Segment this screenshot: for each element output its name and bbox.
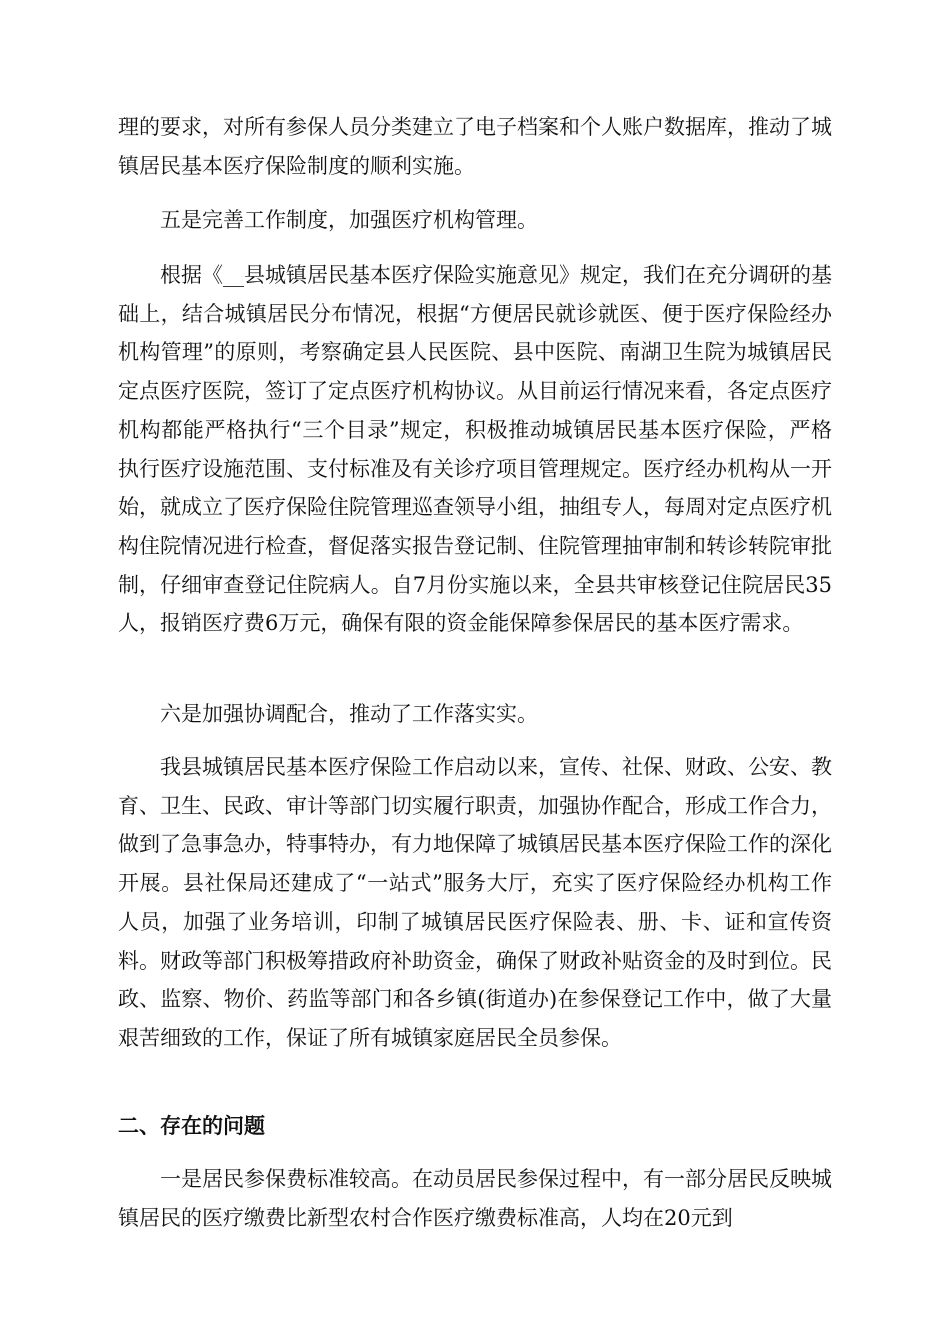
paragraph-point-five-body: 根据《__县城镇居民基本医疗保险实施意见》规定，我们在充分调研的基础上，结合城镇居民分布情况，根据“方便居民就诊就医、便于医疗保险经办机构管理”的原则，考察确定县人民医院、县中医院、南湖卫生院为城镇居民定点医疗医院，签订了定点医疗机构协议。从目前运行情况来看，各定点医疗机构都能严格执行“三个目录”规定，积极推动城镇居民基本医疗保险，严格执行医疗设施范围、支付标准及有关诊疗项目管理规定。医疗经办机构从一开始，就成立了医疗保险住院管理巡查领导小组，抽组专人，每周对定点医疗机构住院情况进行检查，督促落实报告登记制、住院管理抽审制和转诊转院审批制，仔细审查登记住院病人。自7月份实施以来，全县共审核登记住院居民35人，报销医疗费6万元，确保有限的资金能保障参保居民的基本医疗需求。 [118, 263, 832, 636]
paragraph-point-six: 六是加强协调配合，推动了工作落实实。 [160, 702, 538, 726]
paragraph-continuation: 理的要求，对所有参保人员分类建立了电子档案和个人账户数据库，推动了城镇居民基本医疗保险制度的顺利实施。 [118, 115, 832, 178]
paragraph-point-six-body: 我县城镇居民基本医疗保险工作启动以来，宣传、社保、财政、公安、教育、卫生、民政、审计等部门切实履行职责，加强协作配合，形成工作合力，做到了急事急办，特事特办，有力地保障了城镇居民基本医疗保险工作的深化开展。县社保局还建成了“一站式”服务大厅，充实了医疗保险经办机构工作人员，加强了业务培训，印制了城镇居民医疗保险表、册、卡、证和宣传资料。财政等部门积极筹措政府补助资金，确保了财政补贴资金的及时到位。民政、监察、物价、药监等部门和各乡镇(街道办)在参保登记工作中，做了大量艰苦细致的工作，保证了所有城镇家庭居民全员参保。 [118, 755, 832, 1050]
section-heading-problems: 二、存在的问题 [118, 1114, 265, 1138]
paragraph-point-five: 五是完善工作制度，加强医疗机构管理。 [160, 208, 538, 232]
paragraph-problem-one: 一是居民参保费标准较高。在动员居民参保过程中，有一部分居民反映城镇居民的医疗缴费比新型农村合作医疗缴费标准高，人均在20元到 [118, 1167, 832, 1230]
